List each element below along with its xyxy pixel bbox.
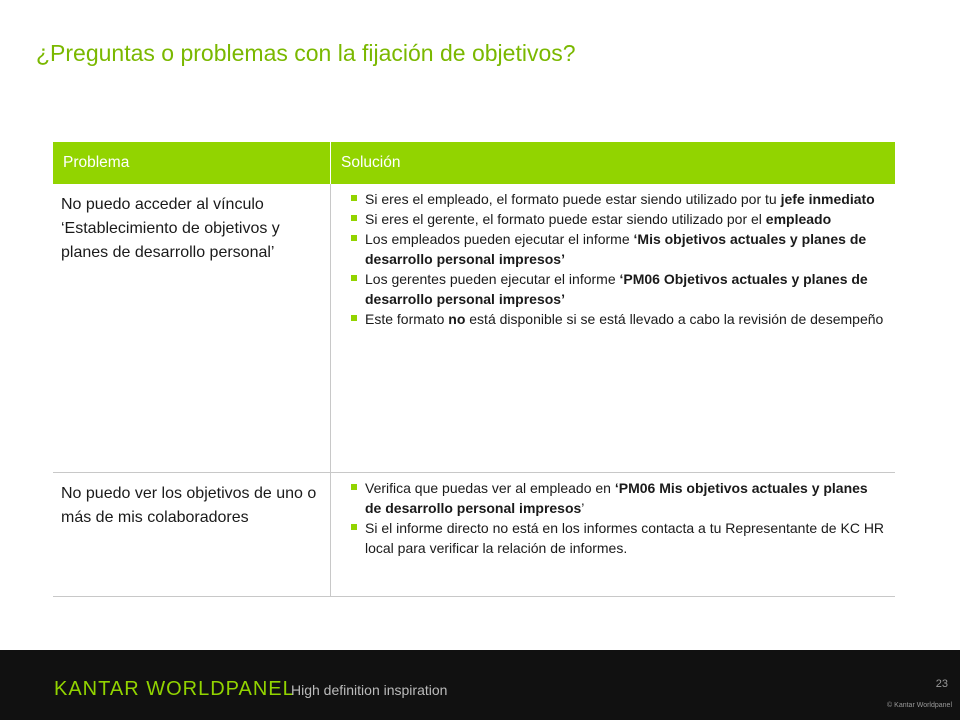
solution-text-bold: jefe inmediato bbox=[780, 191, 875, 207]
problem-solution-table bbox=[53, 142, 895, 597]
solution-item bbox=[351, 309, 885, 329]
page-number: 23 bbox=[935, 678, 948, 690]
solution-item bbox=[351, 478, 885, 518]
solution-list bbox=[351, 189, 885, 329]
table-row bbox=[53, 184, 895, 473]
solution-item bbox=[351, 229, 885, 269]
solution-text-bold: no bbox=[448, 311, 466, 327]
solution-text: Los gerentes pueden ejecutar el informe bbox=[365, 271, 620, 287]
solution-cell bbox=[331, 473, 896, 597]
header-problema: Problema bbox=[53, 142, 331, 184]
solution-item bbox=[351, 189, 885, 209]
solution-text-bold: ‘PM06 Mis objetivos actuales y planes de desarrollo personal impresos bbox=[365, 480, 868, 516]
solution-cell bbox=[331, 184, 896, 473]
solution-text: Si eres el empleado, el formato puede estar siendo utilizado por tu bbox=[365, 191, 781, 207]
solution-text: Los empleados pueden ejecutar el informe bbox=[365, 231, 634, 247]
solution-text: está disponible si se está llevado a cabo la revisión de desempeño bbox=[465, 311, 884, 327]
table-row bbox=[53, 473, 895, 597]
footer-bar bbox=[0, 650, 960, 720]
solution-text: Este formato bbox=[365, 311, 449, 327]
solution-text-bold: ‘PM06 Objetivos actuales y planes de desarrollo personal impresos’ bbox=[365, 271, 868, 307]
solution-text-bold: ‘Mis objetivos actuales y planes de desarrollo personal impresos’ bbox=[365, 231, 867, 267]
solution-item bbox=[351, 269, 885, 309]
solution-item bbox=[351, 518, 885, 558]
solution-text-bold: empleado bbox=[765, 211, 832, 227]
solution-item bbox=[351, 209, 885, 229]
solution-text: Si eres el gerente, el formato puede estar siendo utilizado por el bbox=[365, 211, 766, 227]
solution-text: Verifica que puedas ver al empleado en bbox=[365, 480, 615, 496]
solution-text: Si el informe directo no está en los informes contacta a tu Representante de KC HR local para verificar la relación de informes. bbox=[365, 520, 885, 556]
brand-logo: KANTAR WORLDPANEL bbox=[54, 678, 295, 700]
page-title: ¿Preguntas o problemas con la fijación de objetivos? bbox=[36, 40, 576, 66]
copyright-notice: © Kantar Worldpanel bbox=[887, 702, 952, 709]
problem-cell: No puedo ver los objetivos de uno o más de mis colaboradores bbox=[53, 473, 331, 597]
brand-tagline: High definition inspiration bbox=[291, 682, 448, 698]
solution-list bbox=[351, 478, 885, 558]
solution-text: ’ bbox=[581, 500, 585, 516]
problem-cell: No puedo acceder al vínculo ‘Establecimiento de objetivos y planes de desarrollo personal’ bbox=[53, 184, 331, 473]
table-header-row bbox=[53, 142, 895, 184]
header-solucion: Solución bbox=[331, 142, 896, 184]
